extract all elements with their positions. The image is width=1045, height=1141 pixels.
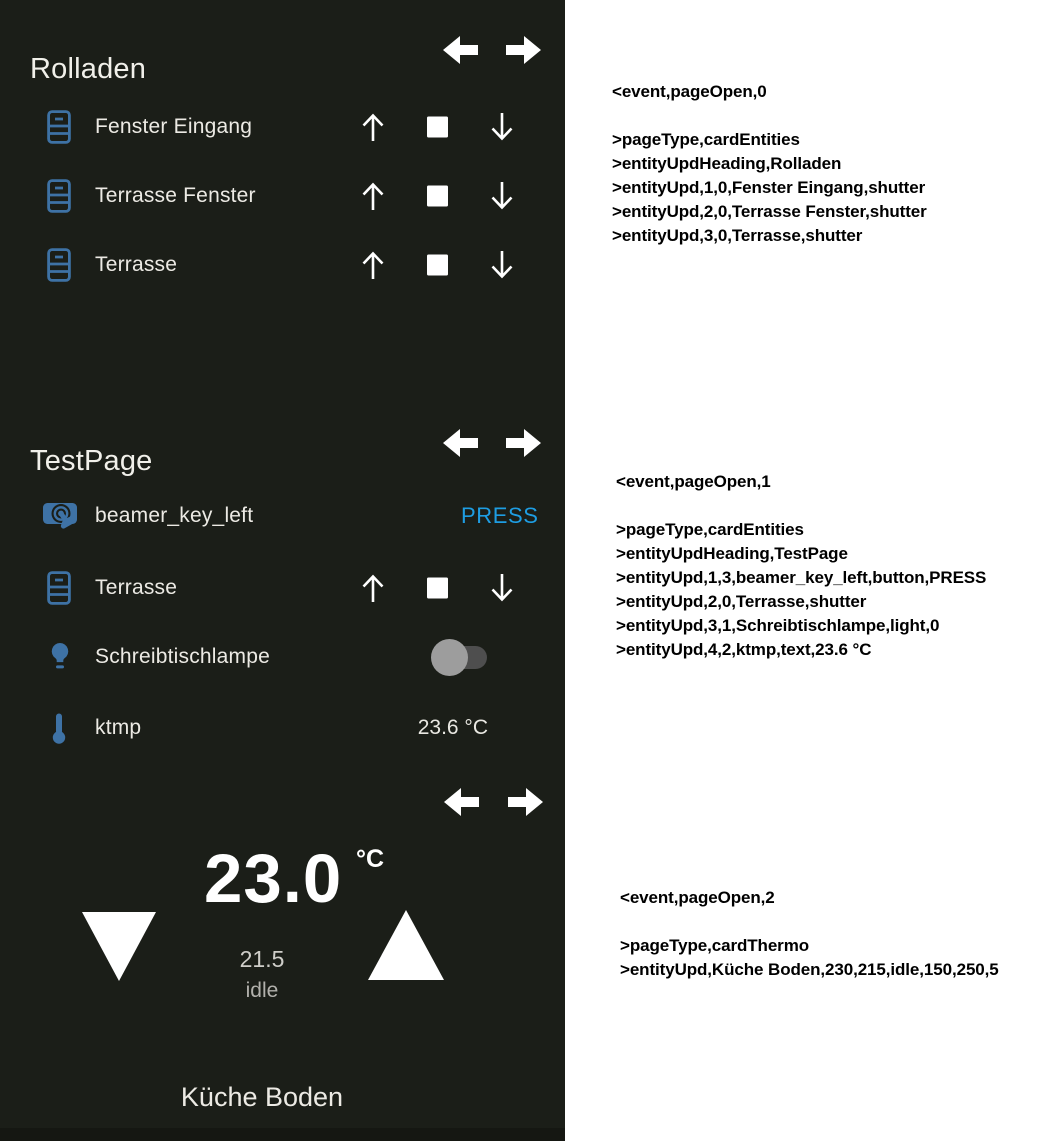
card-testpage <box>0 380 565 762</box>
entity-row <box>0 243 565 287</box>
thermostat-name: Küche Boden <box>180 1082 344 1112</box>
protocol-line: >entityUpdHeading,Rolladen <box>612 154 842 173</box>
down-arrow-icon <box>489 179 515 213</box>
protocol-line: >pageType,cardEntities <box>612 130 800 149</box>
stop-square-icon <box>427 117 448 138</box>
temperature-unit: °C <box>356 845 385 873</box>
right-arrow-icon <box>507 787 544 817</box>
right-arrow-icon <box>505 35 542 65</box>
shutter-stop-button[interactable] <box>427 578 448 599</box>
page-title: TestPage <box>30 445 153 478</box>
next-page-button[interactable] <box>505 35 542 65</box>
protocol-line: >entityUpd,1,3,beamer_key_left,button,PRESS <box>616 568 987 587</box>
protocol-line: >entityUpd,4,2,ktmp,text,23.6 °C <box>616 640 872 659</box>
entity-row <box>0 635 565 679</box>
up-arrow-icon <box>360 248 386 282</box>
protocol-block <box>616 470 986 662</box>
prev-page-button[interactable] <box>442 428 479 458</box>
shutter-icon <box>47 179 71 213</box>
shutter-down-button[interactable] <box>489 110 515 144</box>
protocol-line: >pageType,cardThermo <box>620 936 809 955</box>
up-arrow-icon <box>360 571 386 605</box>
entity-label: beamer_key_left <box>95 504 254 527</box>
left-arrow-icon <box>443 787 480 817</box>
protocol-line: >entityUpdHeading,TestPage <box>616 544 848 563</box>
down-arrow-icon <box>489 571 515 605</box>
protocol-block <box>612 80 927 248</box>
light-toggle[interactable] <box>431 638 487 676</box>
shutter-icon <box>47 110 71 144</box>
shutter-stop-button[interactable] <box>427 255 448 276</box>
entity-label: ktmp <box>95 716 142 739</box>
entity-row <box>0 706 565 750</box>
lightbulb-icon <box>49 642 71 672</box>
prev-page-button[interactable] <box>443 787 480 817</box>
left-arrow-icon <box>442 428 479 458</box>
protocol-line: >entityUpd,2,0,Terrasse,shutter <box>616 592 867 611</box>
protocol-block <box>620 886 999 982</box>
protocol-line: >pageType,cardEntities <box>616 520 804 539</box>
hvac-state: idle <box>245 979 279 1002</box>
thermometer-icon <box>52 712 66 744</box>
next-page-button[interactable] <box>507 787 544 817</box>
entity-label: Terrasse Fenster <box>95 184 256 207</box>
shutter-up-button[interactable] <box>360 179 386 213</box>
up-arrow-icon <box>360 110 386 144</box>
panel-footer-shade <box>0 1128 565 1141</box>
down-arrow-icon <box>489 248 515 282</box>
entity-row <box>0 105 565 149</box>
prev-page-button[interactable] <box>442 35 479 65</box>
entity-row <box>0 494 565 538</box>
protocol-event-line: <event,pageOpen,0 <box>612 82 767 101</box>
entity-row <box>0 174 565 218</box>
entity-label: Schreibtischlampe <box>95 645 270 668</box>
entity-label: Terrasse <box>95 576 178 599</box>
shutter-stop-button[interactable] <box>427 117 448 138</box>
protocol-line: >entityUpd,1,0,Fenster Eingang,shutter <box>612 178 926 197</box>
shutter-up-button[interactable] <box>360 110 386 144</box>
stop-square-icon <box>427 578 448 599</box>
protocol-line: >entityUpd,Küche Boden,230,215,idle,150,250,5 <box>620 960 999 979</box>
toggle-knob <box>431 639 468 676</box>
shutter-stop-button[interactable] <box>427 186 448 207</box>
shutter-icon <box>47 248 71 282</box>
shutter-down-button[interactable] <box>489 248 515 282</box>
page-title: Rolladen <box>30 53 147 86</box>
press-button[interactable]: PRESS <box>461 503 539 528</box>
gesture-tap-button-icon <box>40 498 80 534</box>
shutter-down-button[interactable] <box>489 179 515 213</box>
protocol-event-line: <event,pageOpen,1 <box>616 472 771 491</box>
protocol-line: >entityUpd,2,0,Terrasse Fenster,shutter <box>612 202 927 221</box>
shutter-up-button[interactable] <box>360 248 386 282</box>
down-arrow-icon <box>489 110 515 144</box>
shutter-icon <box>47 571 71 605</box>
card-rolladen <box>0 0 565 380</box>
entity-label: Fenster Eingang <box>95 115 253 138</box>
up-arrow-icon <box>360 179 386 213</box>
target-temperature: 21.5 <box>239 946 285 972</box>
shutter-down-button[interactable] <box>489 571 515 605</box>
protocol-line: >entityUpd,3,0,Terrasse,shutter <box>612 226 863 245</box>
shutter-up-button[interactable] <box>360 571 386 605</box>
entity-label: Terrasse <box>95 253 178 276</box>
temperature-value: 23.6 °C <box>417 716 488 739</box>
current-temperature: 23.0 <box>204 840 343 917</box>
protocol-line: >entityUpd,3,1,Schreibtischlampe,light,0 <box>616 616 940 635</box>
protocol-event-line: <event,pageOpen,2 <box>620 888 775 907</box>
left-arrow-icon <box>442 35 479 65</box>
stop-square-icon <box>427 186 448 207</box>
entity-row <box>0 566 565 610</box>
right-arrow-icon <box>505 428 542 458</box>
stop-square-icon <box>427 255 448 276</box>
next-page-button[interactable] <box>505 428 542 458</box>
